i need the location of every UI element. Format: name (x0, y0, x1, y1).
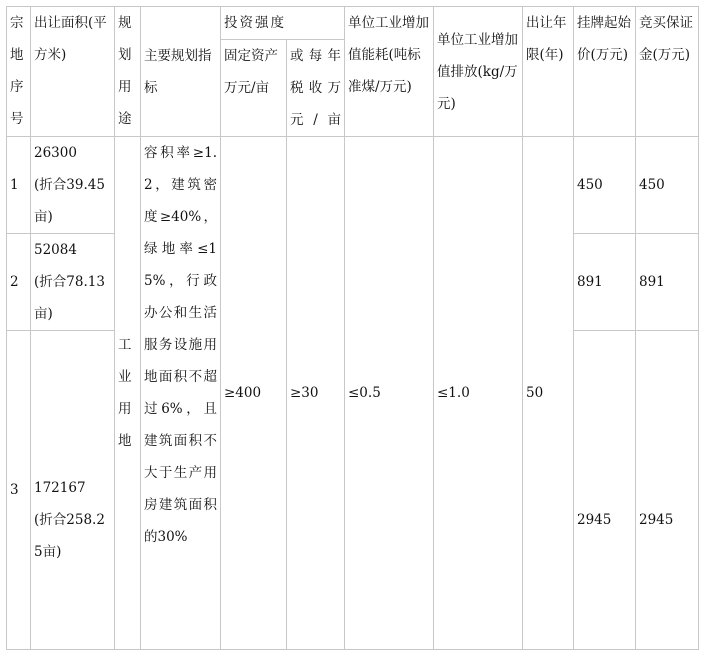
deposit-cell: 891 (636, 234, 699, 331)
area-cell (31, 137, 115, 234)
term-cell: 50 (523, 137, 574, 650)
deposit-cell: 2945 (636, 331, 699, 650)
header-emission: 单位工业增加值排放(kg/万元) (434, 7, 523, 137)
lot-no-cell: 2 (7, 234, 31, 331)
indicators-cell: 容积率≥1.2，建筑密度≥40%，绿地率≤15%，行政办公和生活服务设施用地面积不超过6%，且建筑面积不大于生产用房建筑面积的30% (141, 137, 221, 650)
header-area: 出让面积(平方米) (31, 7, 115, 137)
investment-tax-cell: ≥30 (287, 137, 345, 650)
area-cell (31, 331, 115, 650)
header-indicators: 主要规划指标 (141, 7, 221, 137)
area-mu-value: (折合258.25亩) (34, 512, 105, 560)
header-lot-no: 宗地序号 (7, 7, 31, 137)
start-price-cell: 2945 (574, 331, 636, 650)
land-transfer-table (6, 6, 699, 650)
area-value: 26300 (34, 145, 77, 161)
use-cell: 工业用地 (115, 137, 141, 650)
start-price-cell: 450 (574, 137, 636, 234)
area-cell (31, 234, 115, 331)
header-use: 规划用途 (115, 7, 141, 137)
header-investment-fixed: 固定资产万元/亩 (221, 40, 287, 137)
deposit-cell: 450 (636, 137, 699, 234)
area-value: 172167 (34, 480, 86, 496)
emission-cell: ≤1.0 (434, 137, 523, 650)
investment-fixed-cell: ≥400 (221, 137, 287, 650)
header-investment: 投资强度 (221, 7, 345, 40)
header-row-1 (7, 7, 699, 40)
table-row (7, 137, 699, 234)
area-value: 52084 (34, 242, 77, 258)
header-start-price: 挂牌起始价(万元) (574, 7, 636, 137)
start-price-cell: 891 (574, 234, 636, 331)
lot-no-cell: 1 (7, 137, 31, 234)
lot-no-cell: 3 (7, 331, 31, 650)
header-term: 出让年限(年) (523, 7, 574, 137)
energy-cell: ≤0.5 (345, 137, 434, 650)
header-investment-tax: 或每年税收万元/亩 (287, 40, 345, 137)
area-mu-value: (折合78.13亩) (34, 274, 105, 322)
area-mu-value: (折合39.45亩) (34, 177, 105, 225)
header-energy: 单位工业增加值能耗(吨标准煤/万元) (345, 7, 434, 137)
header-deposit: 竞买保证金(万元) (636, 7, 699, 137)
